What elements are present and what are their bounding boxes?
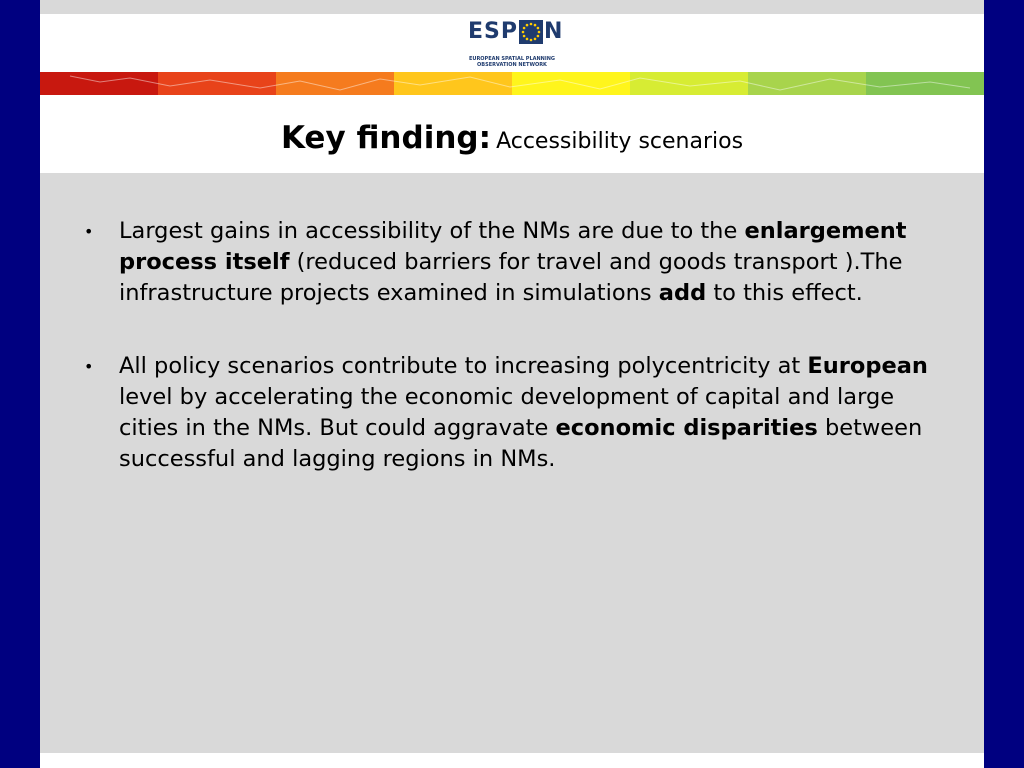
bullet-text: Largest gains in accessibility of the NMs are due to the [119, 218, 745, 244]
eu-star [522, 31, 525, 34]
logo-text: ESP [468, 19, 518, 44]
eu-star [538, 31, 541, 34]
eu-stars-icon [519, 20, 543, 44]
eu-star [534, 24, 537, 27]
bullet-text-bold: economic disparities [555, 415, 818, 441]
map-region [40, 72, 159, 95]
eu-star [534, 38, 537, 41]
bullet-text: between successful and lagging regions in NMs. [119, 415, 923, 472]
eu-star [526, 24, 529, 27]
slide-title [40, 118, 984, 163]
title-sub: Accessibility scenarios [496, 129, 744, 154]
bullet-text: level by accelerating the economic development of capital and large cities in the NMs. But could aggravate [119, 384, 895, 441]
bullet-marker: • [84, 222, 94, 241]
eu-star [526, 38, 529, 41]
logo-text-n: N [544, 19, 564, 44]
logo-subtitle [440, 56, 584, 68]
eu-stars-svg [519, 20, 543, 44]
map-region [276, 72, 395, 95]
logo-subtitle-line1: EUROPEAN SPATIAL PLANNING [468, 56, 556, 62]
bullet-item [80, 216, 950, 309]
map-region [866, 72, 984, 95]
logo-subtitle-line2: OBSERVATION NETWORK [477, 62, 547, 68]
slide [40, 0, 984, 768]
eu-star [530, 39, 533, 42]
bullet-marker: • [84, 357, 94, 376]
eu-star [523, 27, 526, 30]
map-strip [40, 72, 984, 95]
bullet-text-bold: add [658, 280, 707, 306]
bullet-text: All policy scenarios contribute to increasing polycentricity at [119, 353, 808, 379]
bullet-text: (reduced barriers for travel and goods transport ).The infrastructure projects examined in simulations [119, 249, 903, 306]
top-strip [40, 0, 984, 14]
eu-star [537, 27, 540, 30]
bullet-item [80, 351, 950, 475]
eu-star [530, 23, 533, 26]
title-main: Key finding: [280, 120, 491, 156]
espon-logo [468, 20, 563, 44]
map-region [512, 72, 631, 95]
bottom-band [40, 753, 984, 768]
bullet-list [80, 216, 950, 475]
bullet-text-bold: enlargement process itself [119, 218, 907, 275]
map-strip-svg [40, 72, 984, 95]
map-region [630, 72, 749, 95]
eu-star [537, 35, 540, 38]
bullet-text: to this effect. [706, 280, 863, 306]
map-region [158, 72, 277, 95]
eu-star [523, 35, 526, 38]
bullet-text-bold: European [807, 353, 928, 379]
